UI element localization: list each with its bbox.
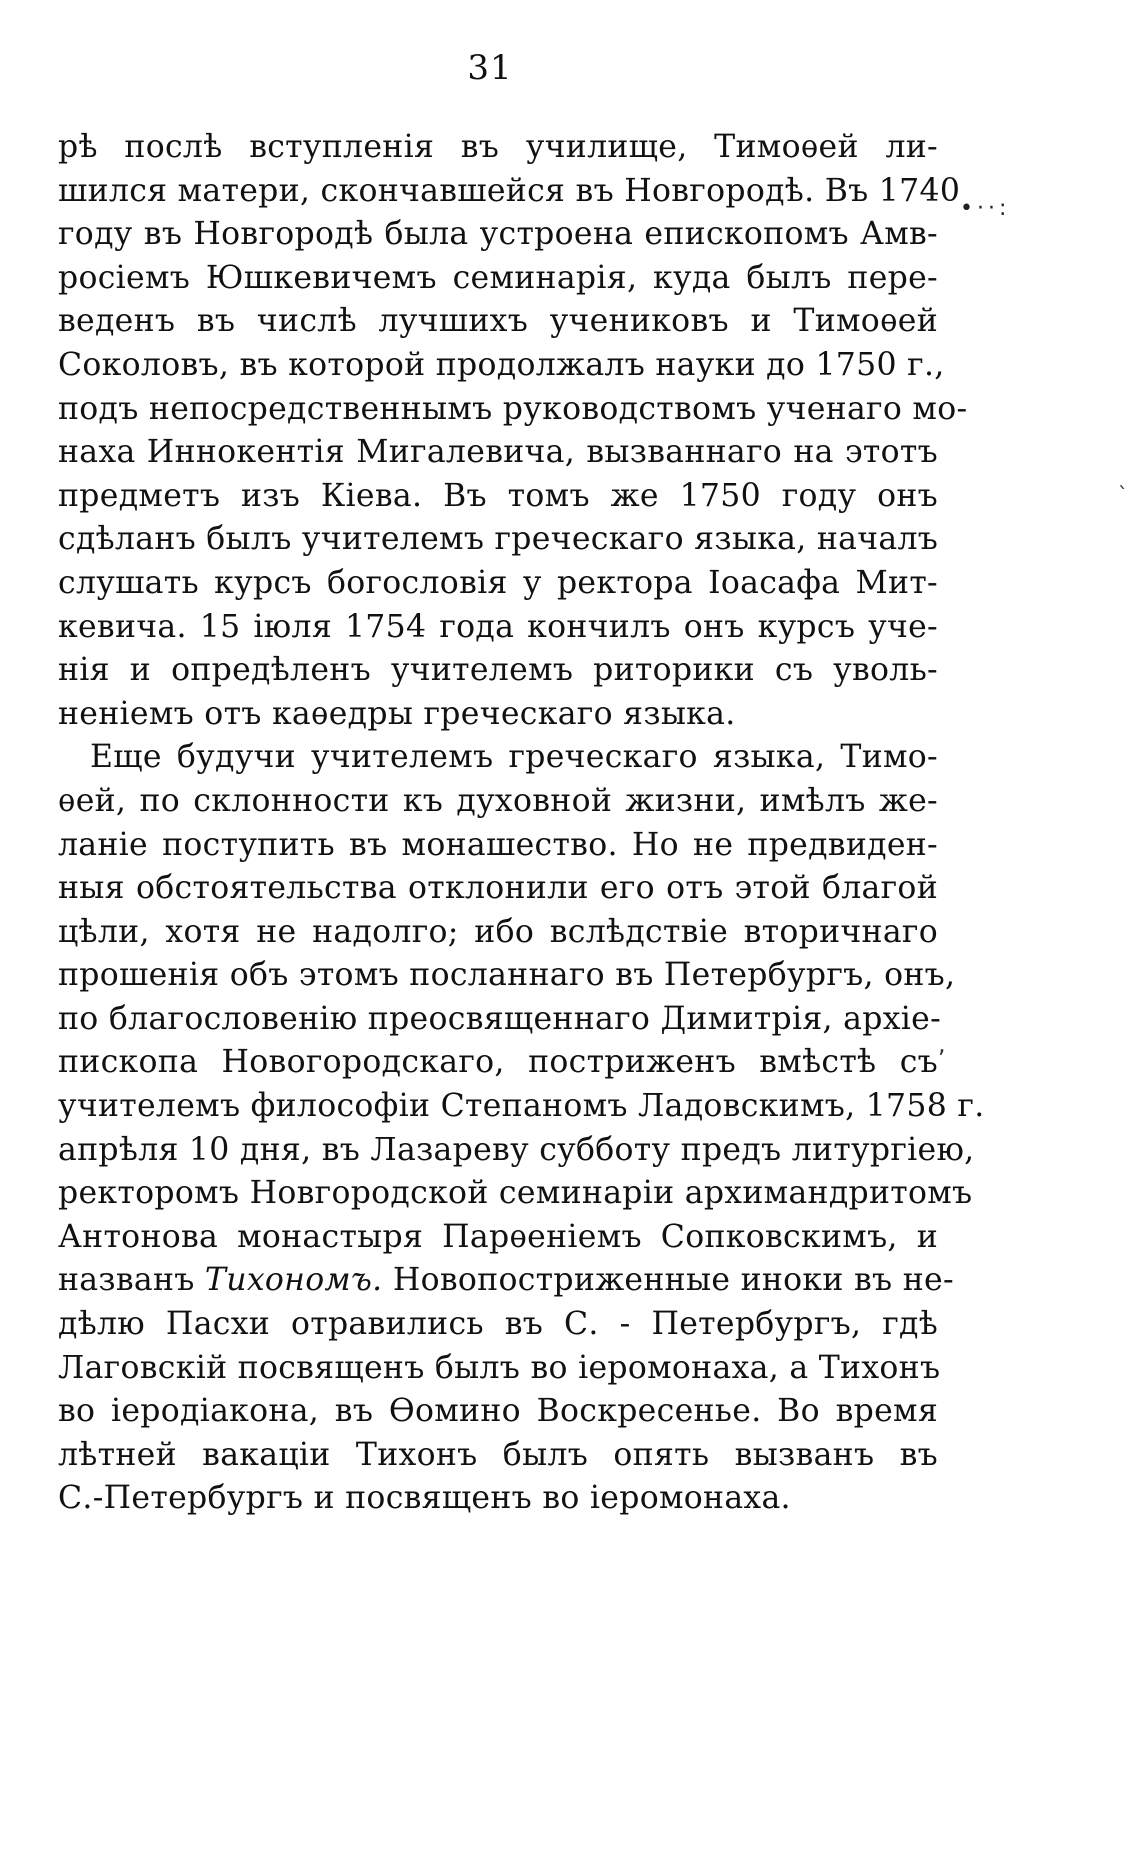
text-line: цѣли, хотя не надолго; ибо вслѣдствіе вторичнаго (58, 913, 938, 950)
text-line: учителемъ философіи Степаномъ Ладовскимъ, 1758 г. (58, 1088, 985, 1125)
text-line: Лаговскій посвященъ былъ во іеромонаха, а Тихонъ (58, 1349, 941, 1386)
monastic-name: Тихономъ. (204, 1262, 383, 1299)
page-number: 31 (467, 48, 513, 88)
text-line: Соколовъ, въ которой продолжалъ науки до 1750 г., (58, 346, 945, 383)
text-line: предметъ изъ Кіева. Въ томъ же 1750 году онъ (58, 477, 938, 514)
paragraph-1 (58, 126, 968, 736)
text-line: нія и опредѣленъ учителемъ риторики съ уволь- (58, 652, 938, 689)
print-speck-mark: ˎ (1118, 465, 1128, 489)
text-line: по благословенію преосвященнаго Димитрія, архіе- (58, 1000, 942, 1037)
text-line: году въ Новгородѣ была устроена епископомъ Амв- (58, 216, 938, 253)
text-line: неніемъ отъ каѳедры греческаго языка. (58, 695, 736, 732)
text-line: ѳей, по склонности къ духовной жизни, имѣлъ же- (58, 782, 938, 819)
print-specks-mark: •··: (960, 196, 1011, 221)
text-line: подъ непосредственнымъ руководствомъ ученаго мо- (58, 390, 968, 427)
text-line: наха Иннокентія Мигалевича, вызваннаго на этотъ (58, 434, 938, 471)
body-text (58, 126, 985, 1521)
line-text-before: названъ (58, 1262, 205, 1299)
text-line: С.-Петербургъ и посвященъ во іеромонаха. (58, 1480, 791, 1517)
text-line: лѣтней вакаціи Тихонъ былъ опять вызванъ въ (58, 1436, 938, 1473)
text-line: апрѣля 10 дня, въ Лазареву субботу предъ литургіею, (58, 1131, 975, 1168)
text-line: ланіе поступить въ монашество. Но не предвиден- (58, 826, 938, 863)
text-line: пископа Новогородскаго, постриженъ вмѣстѣ съ (58, 1044, 938, 1081)
text-line: сдѣланъ былъ учителемъ греческаго языка, началъ (58, 521, 939, 558)
text-line: шился матери, скончавшейся въ Новгородѣ. Въ 1740 (58, 172, 961, 209)
text-line: ныя обстоятельства отклонили его отъ этой благой (58, 870, 938, 907)
text-line: Еще будучи учителемъ греческаго языка, Тимо- (90, 739, 938, 776)
text-line: ректоромъ Новгородской семинаріи архимандритомъ (58, 1175, 973, 1212)
text-line: прошенія объ этомъ посланнаго въ Петербургъ, онъ, (58, 957, 956, 994)
text-line-with-name (58, 1259, 954, 1303)
paragraph-2 (58, 736, 985, 1521)
text-line: дѣлю Пасхи отравились въ С. - Петербургъ, гдѣ (58, 1306, 938, 1343)
text-line: росіемъ Юшкевичемъ семинарія, куда былъ пере- (58, 259, 938, 296)
text-line: слушать курсъ богословія у ректора Іоасафа Мит- (58, 564, 938, 601)
text-line: веденъ въ числѣ лучшихъ учениковъ и Тимоѳей (58, 303, 938, 340)
text-line: Антонова монастыря Парѳеніемъ Сопковскимъ, и (58, 1218, 938, 1255)
text-line: рѣ послѣ вступленія въ училище, Тимоѳей ли- (58, 129, 938, 165)
line-text-after: Новопостриженные иноки въ не- (382, 1262, 954, 1299)
text-line: кевича. 15 іюля 1754 года кончилъ онъ курсъ уче- (58, 608, 938, 645)
text-line: во іеродіакона, въ Ѳомино Воскресенье. Во время (58, 1393, 938, 1430)
print-speck-mark: , (938, 1030, 946, 1058)
